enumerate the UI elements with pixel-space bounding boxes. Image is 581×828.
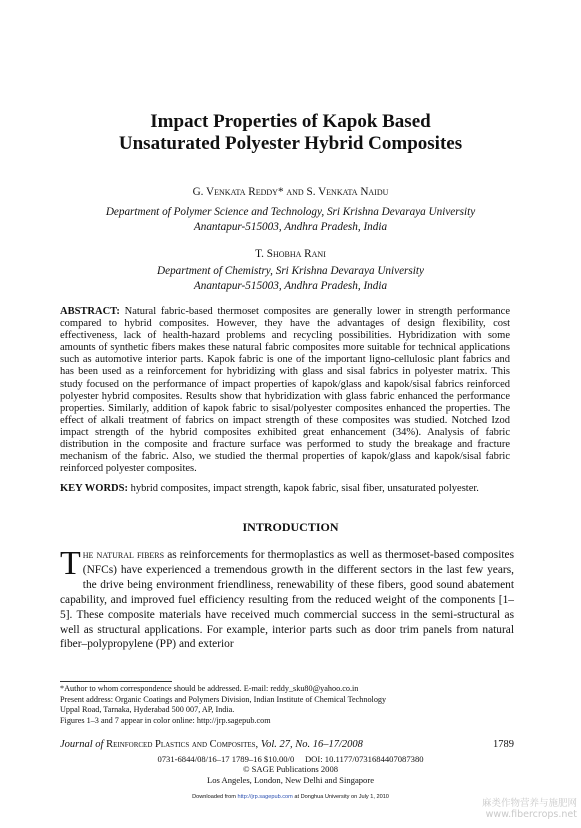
affiliation-2-line-1: Department of Chemistry, Sri Krishna Devaraya University xyxy=(157,265,424,277)
footnote-line-1: *Author to whom correspondence should be addressed. E-mail: reddy_sku80@yahoo.co.in xyxy=(60,684,359,693)
keywords-label: KEY WORDS: xyxy=(60,483,128,494)
publisher-line-3: Los Angeles, London, New Delhi and Singapore xyxy=(206,774,375,785)
affiliation-1-line-2: Anantapur-515003, Andhra Pradesh, India xyxy=(193,220,388,233)
authors-primary: G. Venkata Reddy* and S. Venkata Naidu xyxy=(192,186,389,198)
journal-prefix: Journal of xyxy=(60,739,104,750)
footnote-rule xyxy=(60,681,172,682)
footnotes xyxy=(60,684,520,726)
affiliation-2 xyxy=(0,264,581,293)
keywords-text: hybrid composites, impact strength, kapok fabric, sisal fiber, unsaturated polyester. xyxy=(130,483,479,494)
affiliation-1 xyxy=(0,205,581,234)
title-line-2: Unsaturated Polyester Hybrid Composites xyxy=(118,133,463,154)
publisher-line-1: 0731-6844/08/16–17 1789–16 $10.00/0 DOI: 10.1177/0731684407087380 xyxy=(157,754,424,764)
journal-footer xyxy=(60,739,514,750)
abstract-text: Natural fabric-based thermoset composites are generally lower in strength performance compared to hybrid composites. However, they have the advantages of design flexibility, cost effectiveness, lack of health-hazard problems and recycling possibilities. Hybridization with some amounts of synthetic fibers makes these natural fabric composites more suitable for technical applications such as automotive interior parts. Kapok fabric is one of the important ligno-cellulosic plant fabrics and has been used as a reinforcement for hybridizing with glass and sisal fabrics in polyester matrix. This study focused on the performance of impact properties of kapok/glass and kapok/sisal fabrics reinforced polyester hybrid composites. Results show that hybridization with glass fabric enhanced the performance properties. Similarly, addition of kapok fabric to sisal/polyester composites enhanced the properties. The effect of alkali treatment of fabrics on impact strength of these composites was studied. Notched Izod impact strength of the hybrid composites exhibited great enhancement (34%). Analysis of fabric distribution in the composite and fracture surface was performed to study the breakage and fracture mechanism of the fabric. Also, we studied the thermal properties of kapok/glass and kapok/sisal fabric reinforced polyester composites. xyxy=(60,306,511,475)
drop-cap: T xyxy=(60,545,81,582)
paper-title xyxy=(0,111,581,155)
page-number: 1789 xyxy=(493,739,514,750)
affiliation-1-line-1: Department of Polymer Science and Technology, Sri Krishna Devaraya University xyxy=(105,206,476,218)
abstract xyxy=(60,306,510,475)
publisher-line-2: © SAGE Publications 2008 xyxy=(242,764,339,775)
download-prefix: Downloaded from xyxy=(192,794,236,800)
journal-issue: Vol. 27, No. 16–17/2008 xyxy=(260,739,363,750)
download-link[interactable]: http://jrp.sagepub.com xyxy=(237,794,293,800)
watermark xyxy=(455,798,577,820)
intro-lead-in: he natural fibers xyxy=(82,549,165,561)
intro-text: as reinforcements for thermoplastics as well as thermoset-based composites (NFCs) have experienced a tremendous growth in the different sectors in the last few years, the drive being environment friendliness, renewability of these fibers, good sound abatement capability, and improved fuel efficiency resulting from the reduced weight of the components [1–5]. These composite materials have received much commercial success in the semi-structural as well as structural applications. For example, interior parts such as door trim panels from natural fiber–polypropylene (PP) and exterior xyxy=(60,549,515,651)
footnote-line-4: Figures 1–3 and 7 appear in color online: http://jrp.sagepub.com xyxy=(60,715,271,725)
footnote-line-2: Present address: Organic Coatings and Polymers Division, Indian Institute of Chemical Technology xyxy=(60,694,387,704)
footnote-line-3: Uppal Road, Tarnaka, Hyderabad 500 007, AP, India. xyxy=(60,705,235,715)
introduction-body xyxy=(60,545,515,652)
abstract-label: ABSTRACT: xyxy=(60,306,120,317)
section-heading-introduction: INTRODUCTION xyxy=(242,520,339,534)
journal-name: Reinforced Plastics and Composites, xyxy=(106,739,259,750)
publisher-info xyxy=(0,754,581,785)
title-line-1: Impact Properties of Kapok Based xyxy=(150,111,431,132)
download-suffix: at Donghua University on July 1, 2010 xyxy=(294,794,389,800)
affiliation-2-line-2: Anantapur-515003, Andhra Pradesh, India xyxy=(193,279,388,292)
authors-secondary: T. Shobha Rani xyxy=(255,248,326,260)
watermark-line-2: www.fibercrops.net xyxy=(485,809,577,820)
keywords xyxy=(60,483,520,494)
watermark-line-1: 麻类作物营养与施肥网 xyxy=(481,798,577,809)
